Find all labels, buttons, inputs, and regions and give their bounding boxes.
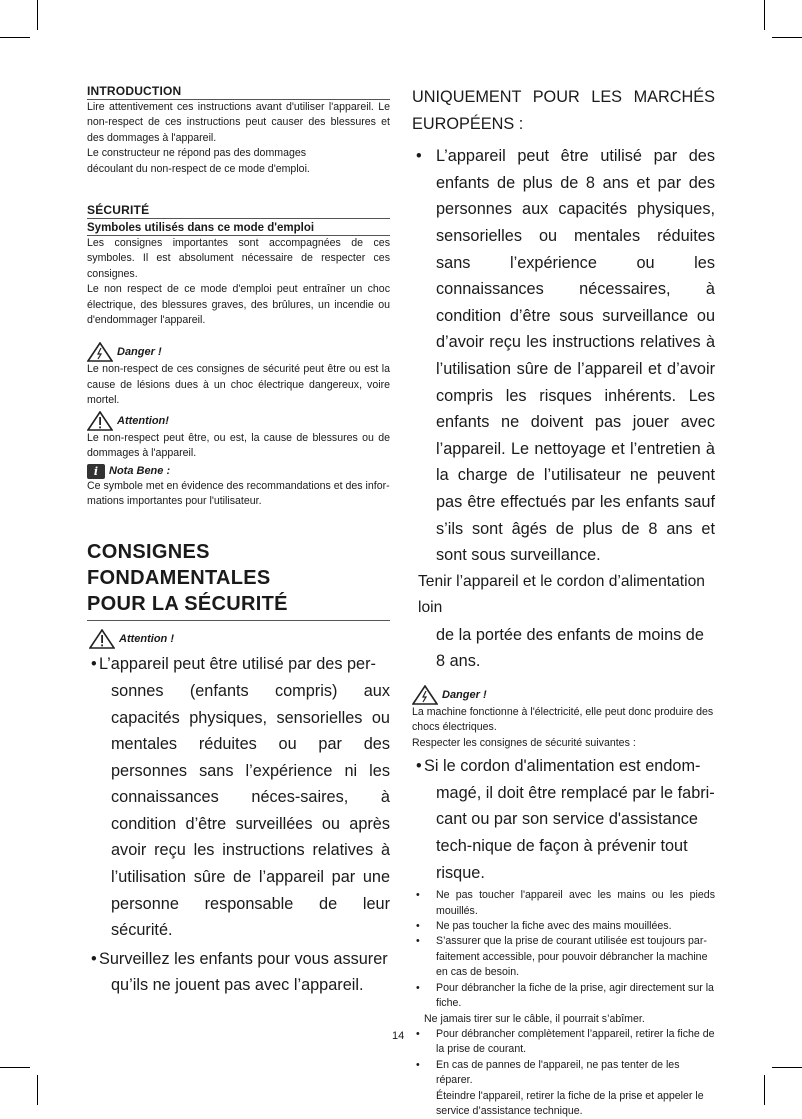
introduction-disclaimer-line2: découlant du non-respect de ce mode d'emploi. <box>87 162 310 175</box>
securite-title: SÉCURITÉ <box>87 203 390 219</box>
warning-icon <box>87 411 113 431</box>
right-danger-heading <box>412 685 715 705</box>
consignes-attention-heading <box>89 629 390 649</box>
bullet-continuation: magé, il doit être remplacé par le fabri-cant ou par son service d'assistance tech-nique de façon à prévenir tout risque. <box>436 783 715 882</box>
list-item: • Pour débrancher complètement l’appareil, retirer la fiche de la prise de courant. <box>412 1027 715 1058</box>
danger-paragraph-1: La machine fonctionne à l'électricité, elle peut donc produire des chocs électriques. <box>412 706 714 734</box>
eu-bullet-text: • L’appareil peut être utilisé par des enfants de plus de 8 ans et par des personnes aux capacités physiques, sensorielles ou mentales réduites sans l’expérience ou les connaissances nécessaires, à condition d’être sous surveillance ou d’avoir reçu les instructions relatives à l’utilisation sûre de l’appareil et d’avoir compris les risques inhérents. Les enfants ne doivent pas jouer avec l’appareil. Le nettoyage et l’entretien à la charge de l’utilisateur ne peuvent pas être effectués par les enfants sauf s’ils sont âgés de plus de 8 ans et sont sous surveillance. <box>436 147 715 565</box>
list-item: • Pour débrancher la fiche de la prise, agir directement sur la fiche. <box>412 981 715 1012</box>
list-item <box>87 651 390 944</box>
info-icon: i <box>87 464 105 479</box>
crop-mark <box>0 37 30 38</box>
list-item <box>87 946 390 999</box>
bullet-first-line: • Surveillez les enfants pour vous assurer <box>99 949 388 968</box>
right-danger-label: Danger ! <box>442 689 487 702</box>
eu-markets-title: UNIQUEMENT POUR LES MARCHÉS EUROPÉENS : <box>412 88 715 133</box>
crop-mark <box>772 1067 802 1068</box>
bullet-continuation: sonnes (enfants compris) aux capacités physiques, sensorielles ou mentales réduites ou par des personnes sans l’expérience ni les connaissances néces-saires, à condition d’être surveillées ou après avoir reçu les instructions relatives à l’utilisation sûre de l’appareil par une personne responsable de leur sécurité. <box>111 681 390 940</box>
crop-mark <box>764 0 765 30</box>
nota-bene-text: Ce symbole met en évidence des recommandations et des infor-mations importantes pour l'utilisateur. <box>87 479 390 507</box>
danger-paragraph-2: Respecter les consignes de sécurité suivantes : <box>412 736 636 749</box>
consignes-attention-label: Attention ! <box>119 633 174 646</box>
bullet-first-line: • L’appareil peut être utilisé par des per- <box>99 655 376 674</box>
electric-warning-icon <box>412 685 438 705</box>
crop-mark <box>37 1075 38 1105</box>
symbols-paragraph-1: Les consignes importantes sont accompagnées de ces symboles. Il est absolument nécessaire de respecter ces consignes. <box>87 237 390 280</box>
list-item: • Ne pas toucher la fiche avec des mains mouillées. <box>412 919 715 934</box>
crop-mark <box>0 1067 30 1068</box>
consignes-heading <box>87 539 390 621</box>
nota-bene-label: Nota Bene : <box>109 465 171 477</box>
breakdown-note: Éteindre l'appareil, retirer la fiche de la prise et appeler le service d’assistance technique. <box>436 1089 704 1117</box>
right-column <box>412 84 715 1119</box>
list-item: • S’assurer que la prise de courant utilisée est toujours par-faitement accessible, pour pouvoir débrancher la machine en cas de besoin. <box>412 934 715 980</box>
introduction-title: INTRODUCTION <box>87 84 390 100</box>
introduction-paragraph: Lire attentivement ces instructions avant d'utiliser l'appareil. Le non-respect de ces instructions peut causer des blessures et des dommages à l'appareil. <box>87 101 390 144</box>
symbols-paragraph-2: Le non respect de ce mode d'emploi peut entraîner un choc électrique, des blessures graves, des brûlures, un incendie ou d'endommager l'appareil. <box>87 283 390 327</box>
crop-mark <box>764 1075 765 1105</box>
list-item <box>412 143 715 569</box>
bullet-continuation: qu’ils ne jouent pas avec l’appareil. <box>111 976 364 995</box>
list-item: • Ne pas toucher l'appareil avec les mains ou les pieds mouillés. <box>412 888 715 919</box>
page-number: 14 <box>392 1030 405 1042</box>
danger-text: Le non-respect de ces consignes de sécurité peut être ou est la cause de lésions dues à un choc électrique dangereux, voire mortel. <box>87 363 390 407</box>
list-item <box>412 753 715 886</box>
danger-label: Danger ! <box>117 346 162 359</box>
crop-mark <box>37 0 38 30</box>
danger-heading <box>87 342 390 362</box>
attention-label: Attention! <box>117 414 169 427</box>
nota-bene-heading <box>87 464 390 479</box>
left-column <box>87 84 390 999</box>
symbols-subtitle: Symboles utilisés dans ce mode d'emploi <box>87 222 390 236</box>
keep-away-line2: de la portée des enfants de moins de 8 ans. <box>436 625 704 671</box>
attention-text: Le non-respect peut être, ou est, la cause de blessures ou de dommages à l'appareil. <box>87 431 390 460</box>
unplug-note: Ne jamais tirer sur le câble, il pourrait s’abîmer. <box>424 1012 645 1025</box>
warning-icon <box>89 629 115 649</box>
electric-warning-icon <box>87 342 113 362</box>
consignes-heading-line2: POUR LA SÉCURITÉ <box>87 593 288 616</box>
attention-heading <box>87 411 390 431</box>
list-item: • En cas de pannes de l'appareil, ne pas tenter de les réparer. <box>412 1058 715 1089</box>
keep-away-line1: Tenir l’appareil et le cordon d’alimentation loin <box>418 572 705 617</box>
crop-mark <box>772 37 802 38</box>
bullet-first-line: • Si le cordon d'alimentation est endom- <box>424 757 701 776</box>
introduction-disclaimer-line1: Le constructeur ne répond pas des dommages <box>87 147 307 160</box>
consignes-heading-line1: CONSIGNES FONDAMENTALES <box>87 541 271 590</box>
